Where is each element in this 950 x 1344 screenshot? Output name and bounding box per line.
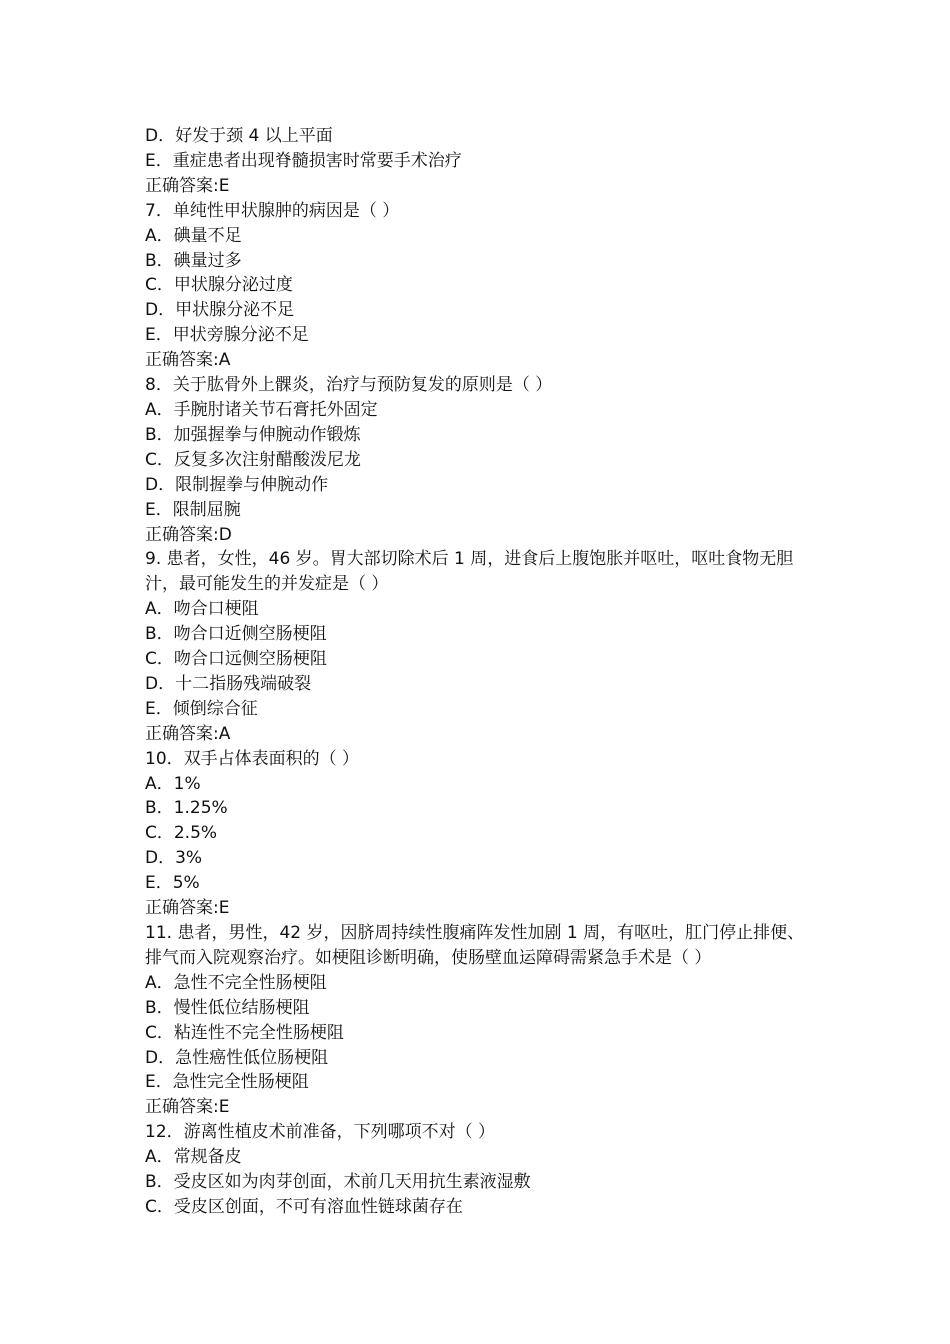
option-c: C．甲状腺分泌过度 bbox=[145, 275, 293, 296]
question-stem: 11. 患者，男性，42 岁，因脐周持续性腹痛阵发性加剧 1 周，有呕吐，肛门停止排便、排气而入院观察治疗。如梗阻诊断明确，使肠壁血运障碍需紧急手术是（ ） bbox=[145, 923, 805, 968]
option-c: C．2.5% bbox=[145, 823, 218, 844]
question-8 bbox=[145, 373, 815, 547]
question-7 bbox=[145, 199, 815, 373]
option-d: D．甲状腺分泌不足 bbox=[145, 300, 295, 321]
answer-line: 正确答案:E bbox=[145, 898, 230, 919]
option-e: E．限制屈腕 bbox=[145, 499, 241, 520]
answer-line: 正确答案:E bbox=[145, 1097, 230, 1118]
option-b: B．慢性低位结肠梗阻 bbox=[145, 997, 310, 1018]
answer-line: 正确答案:D bbox=[145, 524, 232, 545]
option-b: B．吻合口近侧空肠梗阻 bbox=[145, 624, 327, 645]
option-e: E．5% bbox=[145, 873, 200, 894]
option-c: C．粘连性不完全性肠梗阻 bbox=[145, 1022, 344, 1043]
option-a: A．1% bbox=[145, 773, 201, 794]
option-d: D．限制握拳与伸腕动作 bbox=[145, 474, 329, 495]
answer-line: 正确答案:A bbox=[145, 723, 231, 744]
question-9 bbox=[145, 547, 815, 746]
option-d: D．好发于颈 4 以上平面 bbox=[145, 126, 333, 146]
question-11 bbox=[145, 921, 815, 1120]
option-e: E．重症患者出现脊髓损害时常要手术治疗 bbox=[145, 150, 462, 171]
question-10 bbox=[145, 747, 815, 921]
option-a: A．碘量不足 bbox=[145, 225, 242, 246]
option-c: C．受皮区创面，不可有溶血性链球菌存在 bbox=[145, 1196, 463, 1217]
option-d: D．3% bbox=[145, 848, 203, 869]
option-a: A．常规备皮 bbox=[145, 1147, 242, 1168]
question-stem: 7．单纯性甲状腺肿的病因是（ ） bbox=[145, 200, 400, 221]
question-stem: 10．双手占体表面积的（ ） bbox=[145, 748, 360, 769]
option-e: E．急性完全性肠梗阻 bbox=[145, 1072, 309, 1093]
option-a: A．吻合口梗阻 bbox=[145, 599, 259, 620]
option-b: B．1.25% bbox=[145, 798, 228, 819]
option-b: B．碘量过多 bbox=[145, 250, 242, 271]
option-a: A．急性不完全性肠梗阻 bbox=[145, 972, 327, 993]
option-a: A．手腕肘诸关节石膏托外固定 bbox=[145, 399, 378, 420]
option-d: D．急性癌性低位肠梗阻 bbox=[145, 1047, 329, 1068]
page-content bbox=[145, 124, 815, 1220]
question-stem: 9. 患者，女性，46 岁。胃大部切除术后 1 周，进食后上腹饱胀并呕吐，呕吐食物无胆汁，最可能发生的并发症是（ ） bbox=[145, 549, 794, 595]
answer-line: 正确答案:E bbox=[145, 175, 230, 196]
answer-line: 正确答案:A bbox=[145, 350, 231, 371]
option-d: D．十二指肠残端破裂 bbox=[145, 673, 312, 694]
option-e: E．倾倒综合征 bbox=[145, 698, 258, 719]
option-e: E．甲状旁腺分泌不足 bbox=[145, 325, 309, 346]
question-12 bbox=[145, 1120, 815, 1220]
question-stem: 12．游离性植皮术前准备，下列哪项不对（ ） bbox=[145, 1122, 496, 1143]
question-stem: 8．关于肱骨外上髁炎，治疗与预防复发的原则是（ ） bbox=[145, 375, 553, 396]
option-c: C．反复多次注射醋酸泼尼龙 bbox=[145, 449, 361, 470]
option-c: C．吻合口远侧空肠梗阻 bbox=[145, 649, 327, 670]
option-b: B．受皮区如为肉芽创面，术前几天用抗生素液湿敷 bbox=[145, 1172, 531, 1193]
option-b: B．加强握拳与伸腕动作锻炼 bbox=[145, 424, 361, 445]
